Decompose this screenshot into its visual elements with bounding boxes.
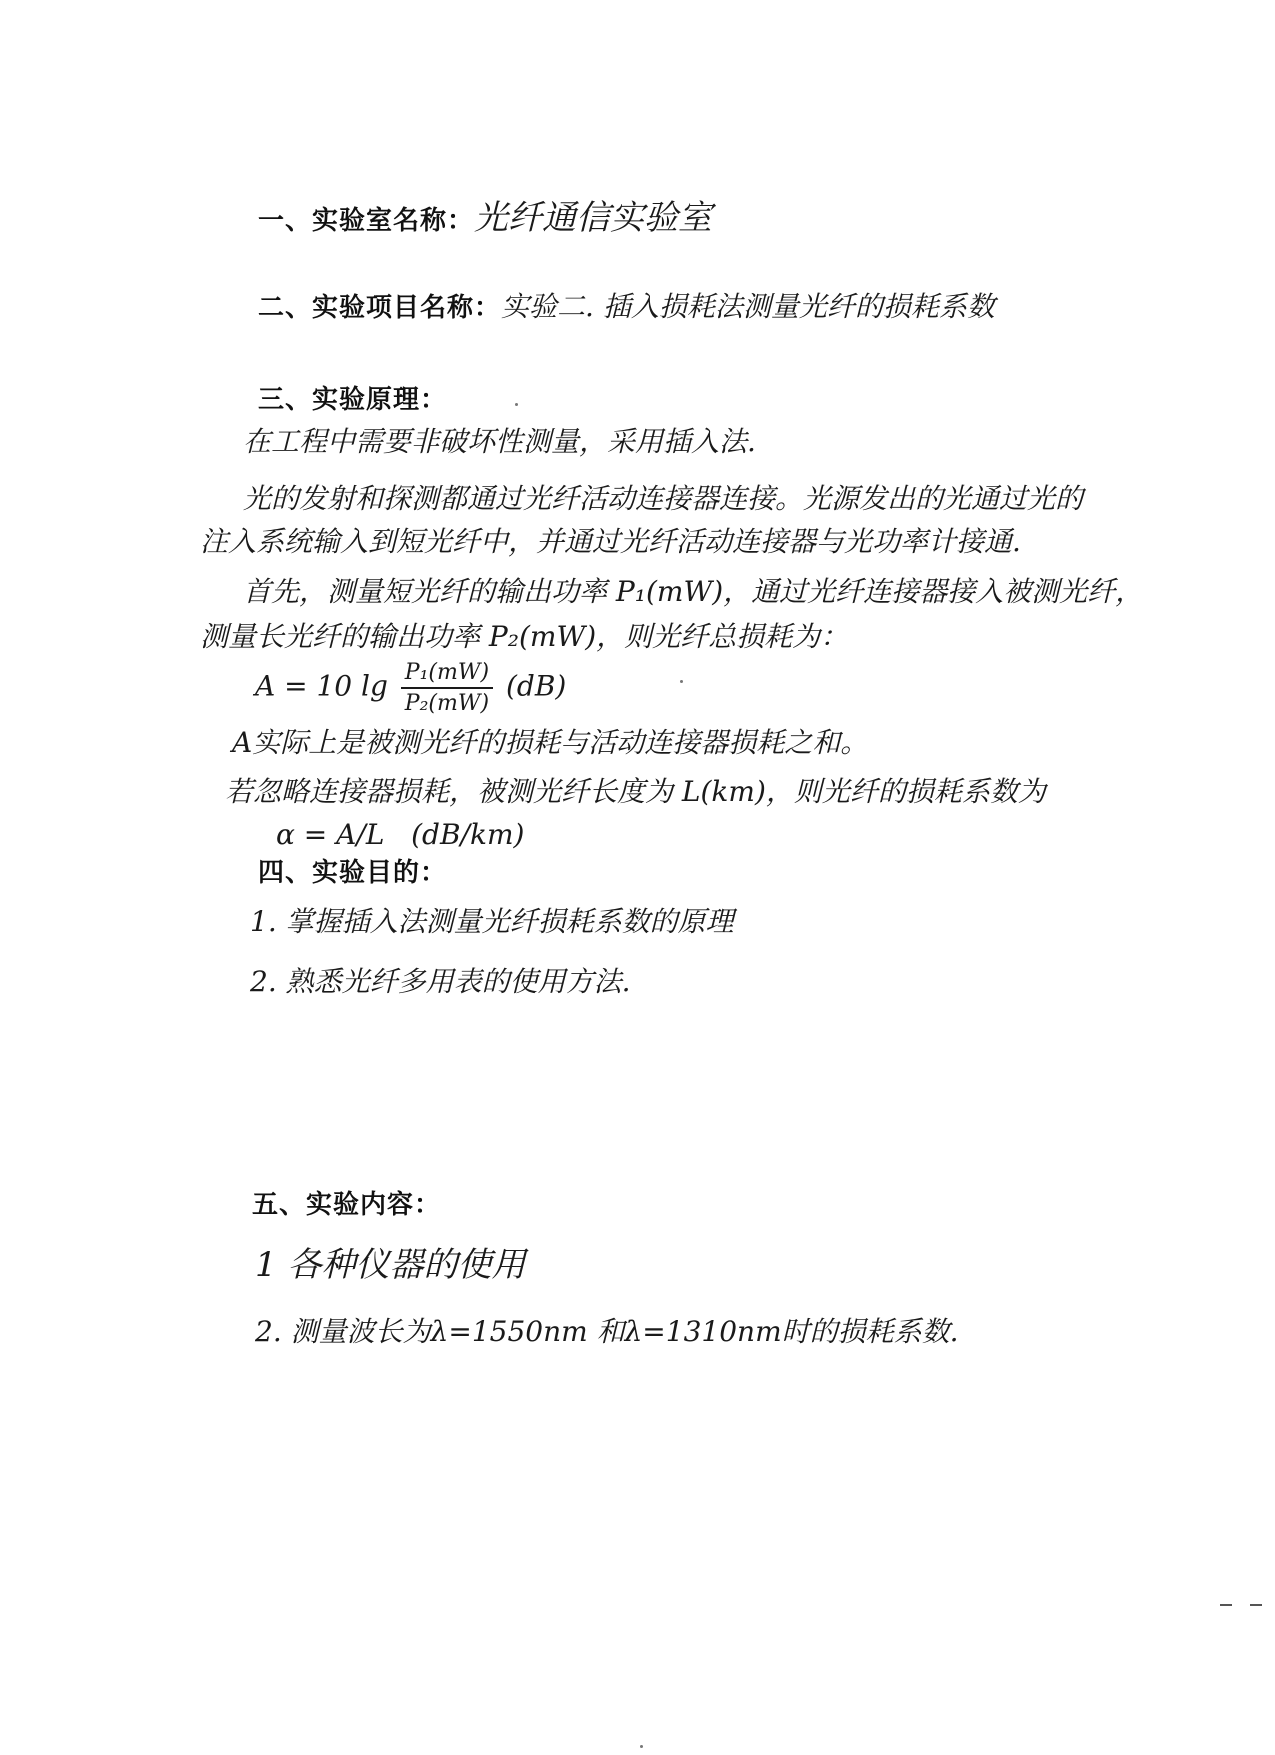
formula-total-loss [255, 660, 566, 716]
principle-heading: 三、实验原理： [258, 385, 448, 415]
lab-name-value: 光纤通信实验室 [474, 198, 713, 238]
principle-line-1: 在工程中需要非破坏性测量，采用插入法. [243, 425, 756, 458]
scan-speck [515, 403, 518, 406]
formula-A-denominator: P₂(mW) [404, 691, 490, 716]
scan-mark [1250, 1604, 1262, 1606]
content-item-2: 2. 测量波长为λ=1550nm 和λ=1310nm时的损耗系数. [255, 1315, 959, 1348]
formula-A-numerator: P₁(mW) [401, 660, 493, 689]
formula-A-fraction [401, 660, 493, 716]
principle-line-3: 注入系统输入到短光纤中，并通过光纤活动连接器与光功率计接通. [200, 525, 1021, 558]
section-lab-name [258, 198, 712, 239]
principle-line-6: A实际上是被测光纤的损耗与活动连接器损耗之和。 [232, 726, 869, 759]
scan-mark [1220, 1604, 1232, 1606]
project-name-heading: 二、实验项目名称： [258, 293, 502, 323]
principle-line-4: 首先，测量短光纤的输出功率 P₁(mW)，通过光纤连接器接入被测光纤， [243, 575, 1144, 608]
formula-A-lhs: A = 10 lg [255, 669, 388, 703]
section-project-name [258, 290, 995, 324]
purpose-item-2: 2. 熟悉光纤多用表的使用方法. [250, 965, 631, 998]
purpose-heading: 四、实验目的： [258, 858, 448, 888]
content-item-1: 1 各种仪器的使用 [255, 1245, 526, 1285]
content-heading: 五、实验内容： [252, 1190, 442, 1220]
lab-name-heading: 一、实验室名称： [258, 206, 475, 236]
formula-alpha-unit: (dB/km) [411, 818, 525, 851]
formula-alpha-text: α = A/L [276, 818, 385, 851]
principle-line-2: 光的发射和探测都通过光纤活动连接器连接。光源发出的光通过光的 [243, 482, 1084, 515]
principle-line-5: 测量长光纤的输出功率 P₂(mW)，则光纤总损耗为： [200, 620, 849, 653]
formula-loss-coefficient [276, 818, 524, 851]
scan-speck [680, 680, 683, 683]
scan-speck [640, 1745, 643, 1748]
principle-line-7: 若忽略连接器损耗，被测光纤长度为 L(km)，则光纤的损耗系数为 [225, 775, 1046, 808]
purpose-item-1: 1. 掌握插入法测量光纤损耗系数的原理 [250, 905, 734, 938]
project-name-value: 实验二. 插入损耗法测量光纤的损耗系数 [501, 290, 995, 323]
formula-A-unit: (dB) [505, 669, 567, 703]
